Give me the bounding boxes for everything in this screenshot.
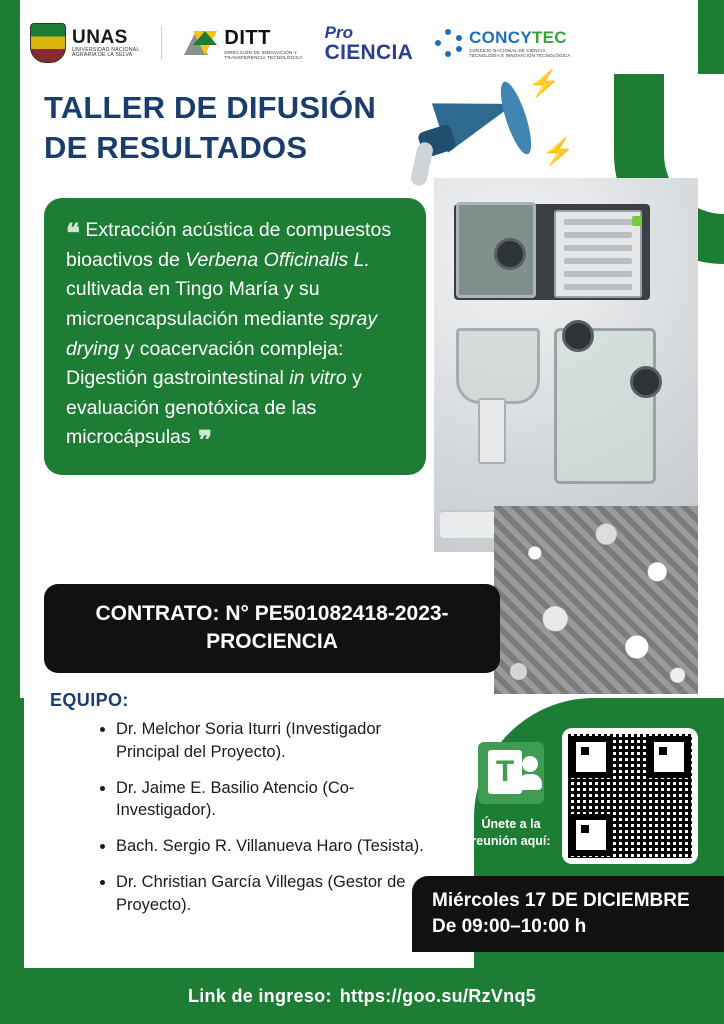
unas-name: UNAS [72, 26, 128, 48]
logo-divider-1 [161, 26, 162, 60]
qr-code[interactable] [562, 728, 698, 864]
megaphone-icon: ⚡ ⚡ [394, 76, 584, 206]
bottom-left-green-band [0, 698, 24, 968]
microsoft-teams-icon [478, 742, 544, 804]
project-title-card [44, 198, 426, 475]
schedule-date: Miércoles 17 DE DICIEMBRE [432, 890, 690, 911]
prociencia-name-top: Pro [324, 22, 353, 42]
footer-link-url[interactable]: https://goo.su/RzVnq5 [339, 985, 537, 1006]
concytec-network-icon [435, 29, 463, 57]
ditt-name: DITT [224, 26, 271, 49]
footer-link-label: Link de ingreso: [187, 985, 332, 1006]
join-line-2: reunión aquí: [471, 833, 551, 848]
page-title [44, 88, 444, 167]
project-title-body: Extracción acústica de compuestos bioactivos de Verbena Officinalis L. cultivada en Tingo María y su microencapsulación mediante spray drying y coacervación compleja: Digestión gastrointestinal in vitro y evaluación genotóxica de las microcápsulas [66, 219, 392, 449]
teams-letter: T [488, 750, 522, 794]
contract-badge: CONTRATO: N° PE501082418-2023-PROCIENCIA [44, 584, 500, 673]
microcapsules-photo [494, 506, 698, 694]
qr-finder-top-right [648, 736, 690, 778]
team-member-2: • Bach. Sergio R. Villanueva Haro (Tesista). [116, 835, 446, 858]
schedule-time: De 09:00–10:00 h [432, 916, 587, 938]
qr-code-image [568, 734, 692, 858]
team-member-3: • Dr. Christian García Villegas (Gestor de Proyecto). [116, 871, 446, 917]
qr-finder-bottom-left [570, 814, 612, 856]
quote-close-icon: ❞ [198, 425, 213, 456]
title-line-2: DE RESULTADOS [44, 129, 308, 165]
team-member-0: • Dr. Melchor Soria Iturri (Investigador Principal del Proyecto). [116, 718, 446, 764]
prociencia-name-bottom: CIENCIA [324, 40, 414, 64]
logo-prociencia [325, 24, 413, 63]
logo-unas [30, 23, 139, 63]
team-heading: EQUIPO: [50, 690, 129, 710]
logo-bar [20, 14, 704, 72]
ditt-triangles-icon [184, 28, 218, 58]
ditt-wordmark [224, 27, 302, 60]
logo-concytec [435, 28, 571, 58]
spray-dryer-photo [434, 178, 698, 552]
unas-wordmark [72, 28, 139, 59]
logo-ditt [184, 27, 302, 60]
team-member-1: • Dr. Jaime E. Basilio Atencio (Co-Investigador). [116, 777, 446, 823]
join-line-1: Únete a la [481, 817, 541, 831]
unas-sub-line2: AGRARIA DE LA SELVA [72, 51, 133, 58]
concytec-sub-line1: CONSEJO NACIONAL DE CIENCIA, [469, 48, 547, 53]
join-meeting-label [456, 816, 566, 850]
prociencia-wordmark [325, 24, 413, 63]
project-title-text [66, 216, 404, 456]
team-list [64, 718, 446, 929]
concytec-wordmark [469, 28, 571, 58]
schedule-bar [412, 876, 724, 952]
unas-shield-icon [30, 23, 66, 63]
quote-open-icon: ❝ [66, 218, 80, 248]
qr-finder-top-left [570, 736, 612, 778]
footer-link-row [0, 968, 724, 1024]
concytec-sub-line2: TECNOLOGÍA E INNOVACIÓN TECNOLÓGICA [469, 53, 571, 58]
unas-sub-line1: UNIVERSIDAD NACIONAL [72, 46, 140, 53]
ditt-sub-line1: DIRECCIÓN DE INNOVACIÓN Y [224, 49, 298, 55]
concytec-name: CONCYTEC [469, 28, 567, 47]
ditt-sub-line2: TRANSFERENCIA TECNOLÓGICA [224, 54, 303, 60]
title-line-1: TALLER DE DIFUSIÓN [44, 90, 376, 125]
